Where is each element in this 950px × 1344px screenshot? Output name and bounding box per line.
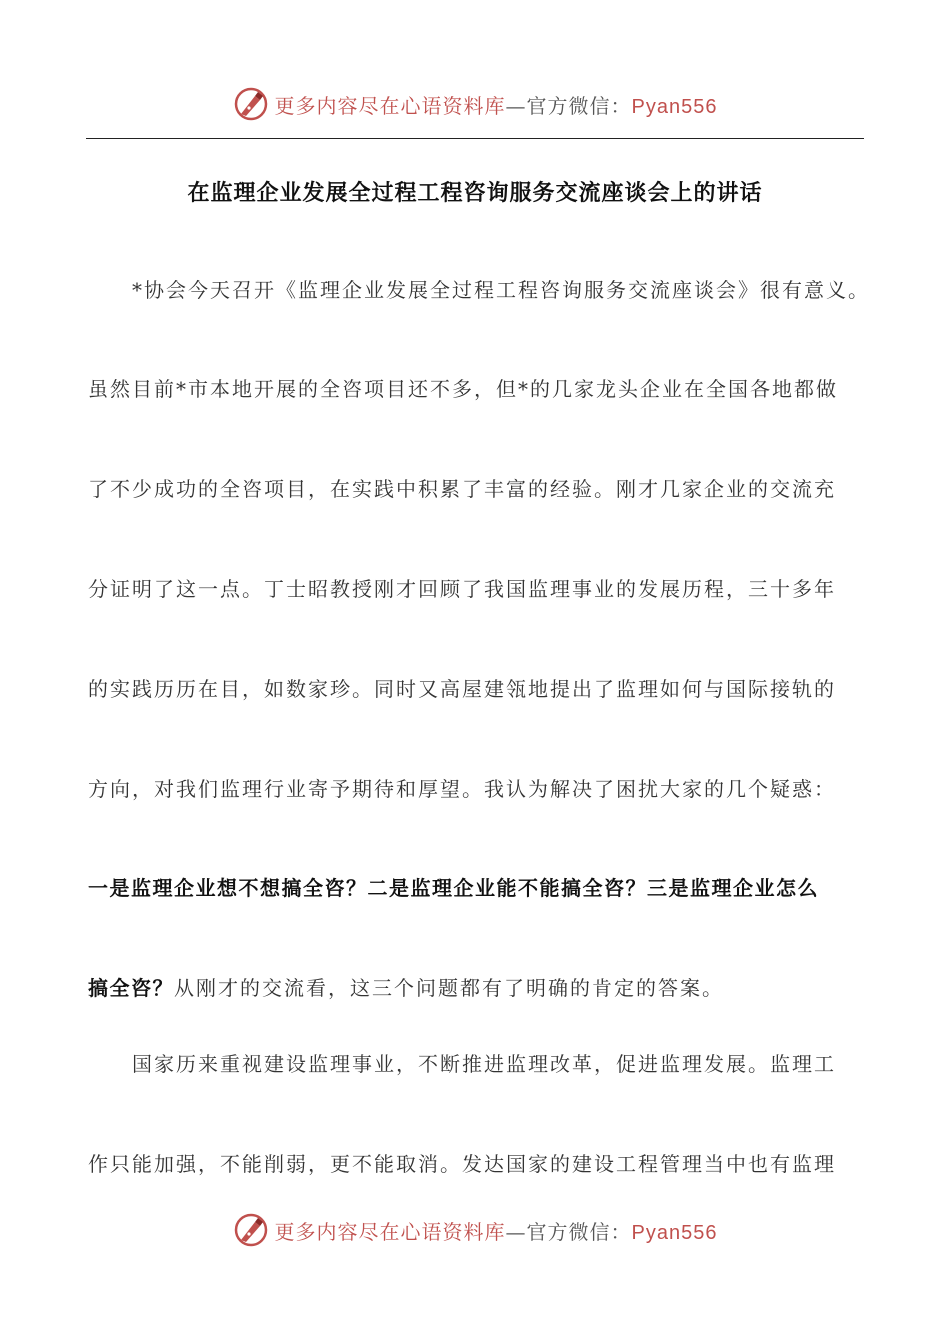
body-line: 国家历来重视建设监理事业，不断推进监理改革，促进监理发展。监理工 <box>132 1052 836 1076</box>
banner-wechat-id: Pyan556 <box>631 1221 718 1244</box>
document-title: 在监理企业发展全过程工程咨询服务交流座谈会上的讲话 <box>187 181 763 206</box>
body-line-bold: 一是监理企业想不想搞全咨？二是监理企业能不能搞全咨？三是监理企业怎么 <box>88 876 819 900</box>
banner-main-text: 更多内容尽在心语资料库 <box>274 93 506 118</box>
body-phrase: 从刚才的交流看，这三个问题都有了明确的肯定的答案。 <box>174 976 724 1000</box>
body-line: 作只能加强，不能削弱，更不能取消。发达国家的建设工程管理当中也有监理 <box>88 1152 836 1176</box>
banner-dash: — <box>505 93 527 118</box>
body-line: 了不少成功的全咨项目，在实践中积累了丰富的经验。刚才几家企业的交流充 <box>88 477 836 501</box>
body-line: 分证明了这一点。丁士昭教授刚才回顾了我国监理事业的发展历程，三十多年 <box>88 577 836 601</box>
banner-wechat-label: 官方微信： <box>526 93 632 118</box>
footer-banner <box>0 1208 950 1252</box>
pen-nib-logo-icon <box>233 1212 269 1248</box>
header-banner <box>0 82 950 126</box>
bold-phrase: 搞全咨？ <box>88 976 174 1000</box>
pen-nib-logo-icon <box>233 86 269 122</box>
body-line: 的实践历历在目，如数家珍。同时又高屋建瓴地提出了监理如何与国际接轨的 <box>88 677 836 701</box>
header-divider <box>86 138 864 139</box>
body-line: 虽然目前*市本地开展的全咨项目还不多，但*的几家龙头企业在全国各地都做 <box>88 377 838 401</box>
banner-text <box>275 90 718 119</box>
banner-wechat-label: 官方微信： <box>526 1219 632 1244</box>
banner-main-text: 更多内容尽在心语资料库 <box>274 1219 506 1244</box>
body-line: 方向，对我们监理行业寄予期待和厚望。我认为解决了困扰大家的几个疑惑： <box>88 777 836 801</box>
banner-wechat-id: Pyan556 <box>631 95 718 118</box>
banner-dash: — <box>505 1219 527 1244</box>
body-line-mixed <box>88 972 724 1001</box>
body-line: *协会今天召开《监理企业发展全过程工程咨询服务交流座谈会》很有意义。 <box>132 278 870 302</box>
banner-text <box>275 1216 718 1245</box>
